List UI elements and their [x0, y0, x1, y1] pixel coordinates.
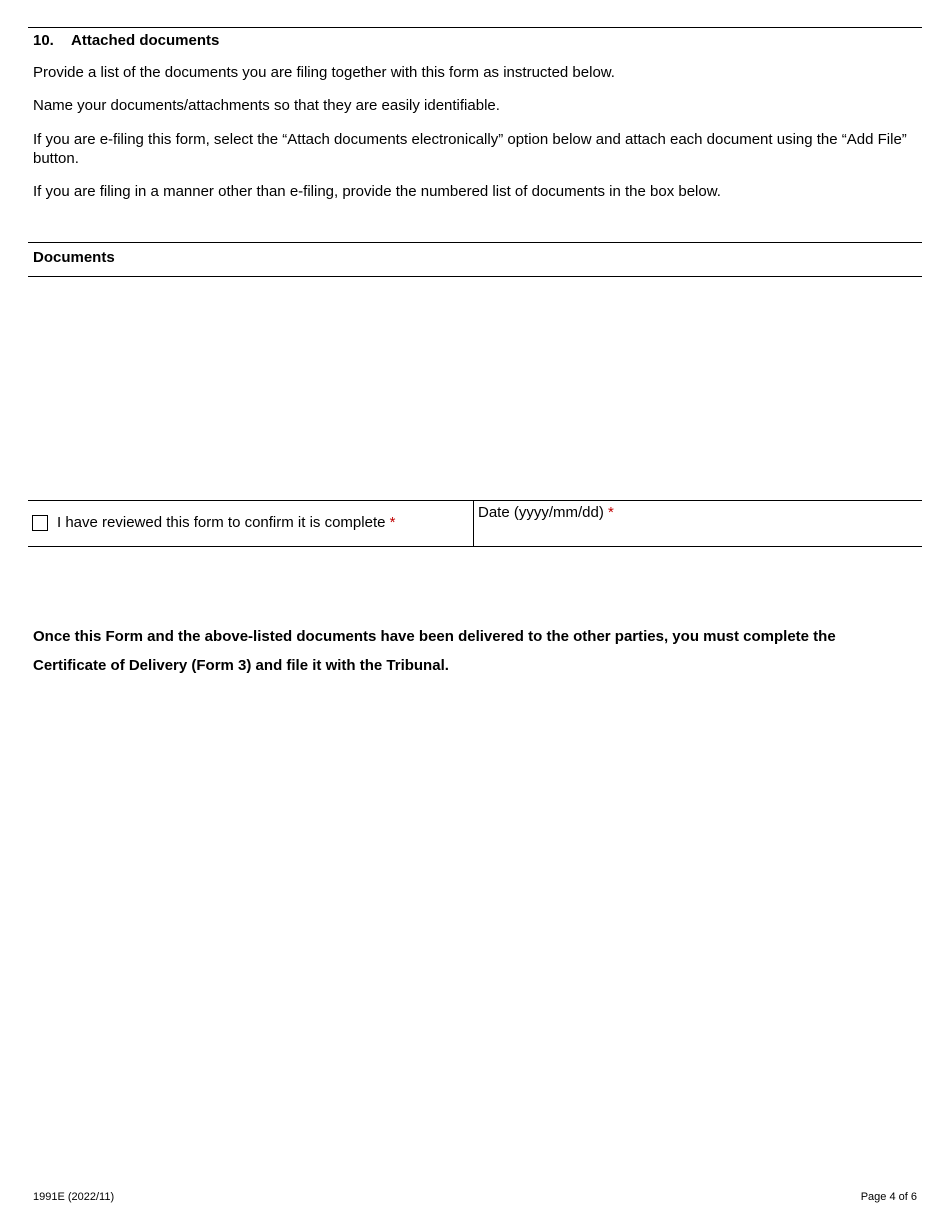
- review-complete-text: I have reviewed this form to confirm it is complete: [57, 514, 386, 531]
- instruction-paragraph-2: Name your documents/attachments so that they are easily identifiable.: [33, 97, 500, 114]
- instruction-paragraph-4: If you are filing in a manner other than e-filing, provide the numbered list of documents in the box below.: [33, 183, 721, 200]
- date-label: [478, 503, 614, 522]
- review-complete-checkbox[interactable]: [32, 515, 48, 531]
- date-field[interactable]: [478, 523, 914, 543]
- date-cell: [474, 501, 922, 546]
- top-divider: [28, 27, 922, 28]
- review-complete-label: [57, 513, 395, 532]
- date-label-text: Date (yyyy/mm/dd): [478, 504, 604, 521]
- required-marker: *: [389, 514, 396, 531]
- confirmation-cell: [28, 501, 474, 546]
- documents-label: Documents: [33, 249, 115, 266]
- delivery-notice: Once this Form and the above-listed documents have been delivered to the other parties, you must complete the Certificate of Delivery (Form 3) and file it with the Tribunal.: [33, 628, 836, 674]
- section-title: Attached documents: [71, 32, 220, 49]
- documents-list-field[interactable]: [28, 277, 922, 499]
- section-heading: [33, 31, 219, 50]
- section-number: 10.: [33, 32, 54, 49]
- confirmation-row: [28, 500, 922, 547]
- page-number: Page 4 of 6: [860, 1191, 917, 1203]
- instruction-paragraph-1: Provide a list of the documents you are filing together with this form as instructed below.: [33, 64, 615, 81]
- instruction-paragraph-3: If you are e-filing this form, select the “Attach documents electronically” option below and attach each document using the “Add File” button.: [33, 131, 907, 167]
- form-code: 1991E (2022/11): [33, 1191, 115, 1203]
- documents-top-divider: [28, 242, 922, 243]
- required-marker: *: [608, 504, 614, 521]
